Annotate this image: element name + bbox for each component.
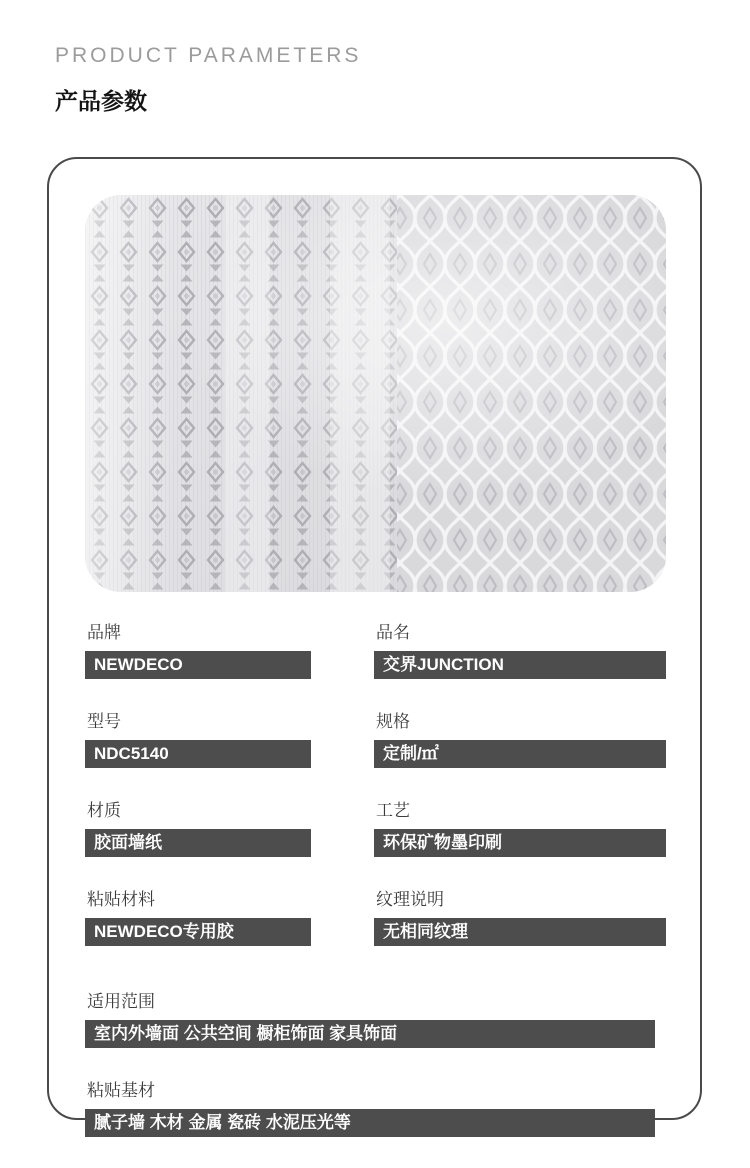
param-value-bar: NEWDECO xyxy=(85,651,311,679)
param-value-bar: 胶面墙纸 xyxy=(85,829,311,857)
param-field xyxy=(374,618,666,679)
param-field xyxy=(374,885,666,946)
param-label: 粘贴基材 xyxy=(87,1081,155,1100)
param-field xyxy=(374,707,666,768)
page-title-en: PRODUCT PARAMETERS xyxy=(55,44,362,67)
param-row xyxy=(85,707,666,796)
param-row xyxy=(85,885,666,974)
param-row xyxy=(85,796,666,885)
param-field xyxy=(85,796,311,857)
page-title-zh: 产品参数 xyxy=(55,88,147,114)
param-label: 品牌 xyxy=(87,623,121,642)
param-value-bar: 无相同纹理 xyxy=(374,918,666,946)
param-value-bar: NDC5140 xyxy=(85,740,311,768)
param-field xyxy=(85,707,311,768)
param-value-bar: 室内外墙面 公共空间 橱柜饰面 家具饰面 xyxy=(85,1020,655,1048)
param-field xyxy=(85,885,311,946)
param-value-bar: 环保矿物墨印刷 xyxy=(374,829,666,857)
param-value-bar: 交界JUNCTION xyxy=(374,651,666,679)
param-field xyxy=(85,618,311,679)
parameters-list xyxy=(85,618,666,1137)
param-label: 工艺 xyxy=(376,801,410,820)
param-label: 材质 xyxy=(87,801,121,820)
param-value-bar: NEWDECO专用胶 xyxy=(85,918,311,946)
param-label: 规格 xyxy=(376,712,410,731)
param-field xyxy=(374,796,666,857)
param-value-bar: 腻子墙 木材 金属 瓷砖 水泥压光等 xyxy=(85,1109,655,1137)
param-row xyxy=(85,618,666,707)
param-label: 适用范围 xyxy=(87,992,155,1011)
param-label: 型号 xyxy=(87,712,121,731)
param-label: 粘贴材料 xyxy=(87,890,155,909)
param-label: 品名 xyxy=(376,623,410,642)
param-label: 纹理说明 xyxy=(376,890,444,909)
parameters-card xyxy=(47,157,702,1132)
param-value-bar: 定制/㎡ xyxy=(374,740,666,768)
param-field xyxy=(85,1076,655,1137)
wallpaper-texture-image xyxy=(85,195,666,592)
param-field xyxy=(85,987,655,1048)
